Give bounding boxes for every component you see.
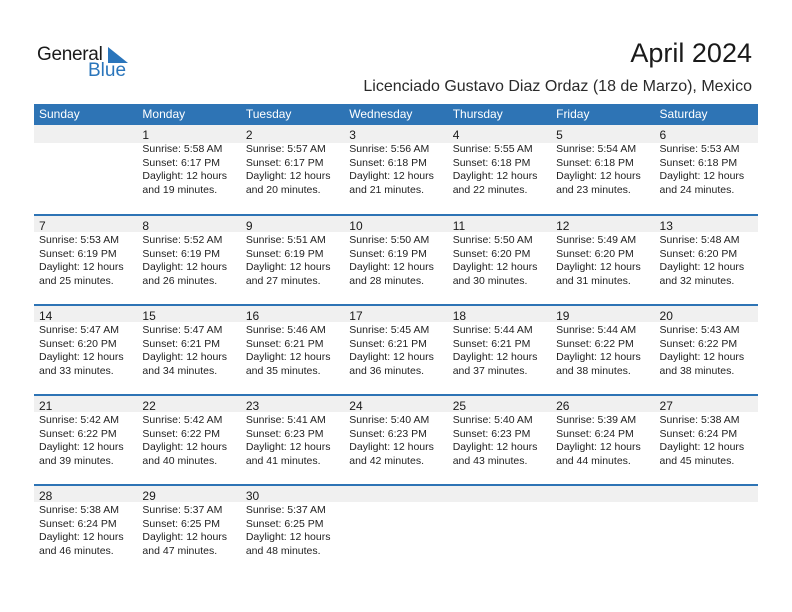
day-number: 27 (659, 399, 673, 413)
day-number: 9 (245, 219, 253, 233)
sunrise-time: Sunrise: 5:57 AM (245, 143, 326, 155)
weekday-thursday: Thursday (452, 107, 503, 121)
sunset-time: Sunset: 6:23 PM (452, 427, 531, 440)
calendar-week-row (34, 484, 758, 574)
sunrise-time: Sunrise: 5:48 AM (659, 234, 740, 246)
day-cell (448, 486, 551, 558)
sunset-time: Sunset: 6:19 PM (245, 247, 324, 260)
day-number (556, 486, 654, 504)
daylight-minutes: and 19 minutes. (142, 183, 218, 196)
weekday-saturday: Saturday (659, 107, 708, 121)
daylight-hours: Daylight: 12 hours (245, 261, 331, 273)
day-cell (137, 486, 240, 558)
sunset-time: Sunset: 6:22 PM (142, 427, 221, 440)
day-number: 17 (349, 309, 363, 323)
day-number: 7 (39, 219, 46, 233)
daylight-minutes: and 32 minutes. (659, 274, 735, 287)
calendar-week-row (34, 125, 758, 214)
daylight-minutes: and 38 minutes. (556, 364, 631, 377)
weekday-friday: Friday (556, 107, 590, 121)
daylight-minutes: and 31 minutes. (556, 274, 631, 287)
day-cell (448, 216, 551, 288)
daylight-minutes: and 30 minutes. (452, 274, 528, 287)
weekday-wednesday: Wednesday (349, 107, 413, 121)
day-number: 28 (39, 489, 53, 503)
daylight-minutes: and 36 minutes. (349, 364, 424, 377)
sunset-time: Sunset: 6:19 PM (39, 247, 117, 260)
sunrise-time: Sunrise: 5:50 AM (349, 234, 430, 246)
sunrise-time: Sunrise: 5:40 AM (349, 414, 430, 426)
sunset-time: Sunset: 6:21 PM (142, 337, 221, 350)
daylight-minutes: and 38 minutes. (659, 364, 735, 377)
daylight-minutes: and 24 minutes. (659, 183, 735, 196)
sunrise-time: Sunrise: 5:39 AM (556, 414, 637, 426)
day-number: 5 (556, 128, 563, 142)
day-cell (344, 306, 447, 378)
daylight-hours: Daylight: 12 hours (349, 170, 434, 182)
daylight-hours: Daylight: 12 hours (349, 261, 434, 273)
day-number (453, 486, 551, 504)
daylight-hours: Daylight: 12 hours (659, 261, 745, 273)
day-cell (241, 216, 344, 288)
day-cell (551, 306, 654, 378)
sunset-time: Sunset: 6:22 PM (39, 427, 117, 440)
day-cell (34, 125, 137, 197)
sunrise-time: Sunrise: 5:44 AM (452, 324, 533, 336)
day-number: 26 (556, 399, 570, 413)
sunset-time: Sunset: 6:21 PM (349, 337, 427, 350)
day-number: 12 (556, 219, 570, 233)
calendar-week-row (34, 304, 758, 394)
daylight-hours: Daylight: 12 hours (659, 170, 745, 182)
sunrise-time: Sunrise: 5:49 AM (556, 234, 637, 246)
daylight-minutes: and 41 minutes. (245, 454, 321, 467)
day-number (349, 486, 447, 504)
day-number: 1 (142, 128, 150, 142)
daylight-minutes: and 37 minutes. (452, 364, 528, 377)
day-number: 8 (142, 219, 150, 233)
day-cell (34, 216, 137, 288)
daylight-minutes: and 25 minutes. (39, 274, 114, 287)
weekday-tuesday: Tuesday (245, 107, 292, 121)
day-number: 22 (142, 399, 156, 413)
day-cell (448, 125, 551, 197)
daylight-minutes: and 26 minutes. (142, 274, 218, 287)
sunset-time: Sunset: 6:20 PM (452, 247, 531, 260)
daylight-hours: Daylight: 12 hours (39, 261, 124, 273)
sunset-time: Sunset: 6:22 PM (556, 337, 634, 350)
day-cell (551, 396, 654, 468)
daylight-hours: Daylight: 12 hours (245, 441, 331, 453)
sunrise-time: Sunrise: 5:42 AM (39, 414, 119, 426)
sunset-time: Sunset: 6:20 PM (39, 337, 117, 350)
sunrise-time: Sunrise: 5:45 AM (349, 324, 430, 336)
sunrise-time: Sunrise: 5:40 AM (452, 414, 533, 426)
day-number: 25 (452, 399, 467, 413)
daylight-minutes: and 46 minutes. (39, 544, 114, 557)
sunrise-time: Sunrise: 5:46 AM (245, 324, 326, 336)
sunset-time: Sunset: 6:21 PM (452, 337, 531, 350)
daylight-minutes: and 20 minutes. (245, 183, 321, 196)
day-number: 18 (452, 309, 467, 323)
sunrise-time: Sunrise: 5:56 AM (349, 143, 430, 155)
day-cell (137, 396, 240, 468)
day-cell (241, 486, 344, 558)
sunrise-time: Sunrise: 5:37 AM (245, 504, 326, 516)
sunset-time: Sunset: 6:18 PM (452, 156, 531, 169)
daylight-minutes: and 28 minutes. (349, 274, 424, 287)
sunrise-time: Sunrise: 5:55 AM (452, 143, 533, 155)
page-title: April 2024 (630, 38, 752, 68)
sunrise-time: Sunrise: 5:43 AM (659, 324, 740, 336)
sunrise-time: Sunrise: 5:54 AM (556, 143, 637, 155)
day-number (660, 486, 758, 504)
daylight-hours: Daylight: 12 hours (142, 170, 228, 182)
day-cell (344, 486, 447, 558)
day-cell (344, 396, 447, 468)
day-number: 24 (349, 399, 363, 413)
daylight-minutes: and 35 minutes. (245, 364, 321, 377)
daylight-hours: Daylight: 12 hours (556, 261, 641, 273)
day-number: 16 (245, 309, 260, 323)
day-number: 30 (245, 489, 260, 503)
sunrise-time: Sunrise: 5:51 AM (245, 234, 326, 246)
sunset-time: Sunset: 6:18 PM (556, 156, 634, 169)
day-cell (241, 306, 344, 378)
sunset-time: Sunset: 6:25 PM (142, 517, 221, 530)
daylight-minutes: and 21 minutes. (349, 183, 424, 196)
sunrise-time: Sunrise: 5:44 AM (556, 324, 637, 336)
logo-text-general: General (37, 44, 103, 65)
sunrise-time: Sunrise: 5:52 AM (142, 234, 223, 246)
weekday-monday: Monday (142, 107, 186, 121)
day-number: 14 (39, 309, 53, 323)
logo-text-blue: Blue (88, 60, 127, 81)
day-cell (448, 306, 551, 378)
sunrise-time: Sunrise: 5:58 AM (142, 143, 223, 155)
daylight-hours: Daylight: 12 hours (245, 170, 331, 182)
daylight-hours: Daylight: 12 hours (39, 351, 124, 363)
sunset-time: Sunset: 6:21 PM (245, 337, 324, 350)
daylight-minutes: and 48 minutes. (245, 544, 321, 557)
daylight-minutes: and 27 minutes. (245, 274, 321, 287)
sunset-time: Sunset: 6:23 PM (245, 427, 324, 440)
sunset-time: Sunset: 6:19 PM (142, 247, 221, 260)
sunrise-time: Sunrise: 5:47 AM (39, 324, 119, 336)
daylight-hours: Daylight: 12 hours (452, 261, 538, 273)
day-cell (655, 486, 758, 558)
sunrise-time: Sunrise: 5:41 AM (245, 414, 326, 426)
day-cell (655, 396, 758, 468)
daylight-hours: Daylight: 12 hours (142, 441, 228, 453)
sunrise-time: Sunrise: 5:37 AM (142, 504, 223, 516)
daylight-minutes: and 44 minutes. (556, 454, 631, 467)
day-cell (344, 216, 447, 288)
day-number: 19 (556, 309, 570, 323)
sunrise-time: Sunrise: 5:42 AM (142, 414, 223, 426)
sunrise-time: Sunrise: 5:38 AM (39, 504, 119, 516)
day-cell (137, 216, 240, 288)
day-cell (137, 125, 240, 197)
sunrise-time: Sunrise: 5:53 AM (659, 143, 740, 155)
day-cell (655, 216, 758, 288)
weekday-header (34, 104, 758, 125)
sunset-time: Sunset: 6:23 PM (349, 427, 427, 440)
calendar-week-row (34, 394, 758, 484)
daylight-minutes: and 23 minutes. (556, 183, 631, 196)
daylight-hours: Daylight: 12 hours (659, 351, 745, 363)
sunrise-time: Sunrise: 5:53 AM (39, 234, 119, 246)
daylight-hours: Daylight: 12 hours (245, 531, 331, 543)
sunrise-time: Sunrise: 5:50 AM (452, 234, 533, 246)
sunrise-time: Sunrise: 5:38 AM (659, 414, 740, 426)
sunset-time: Sunset: 6:25 PM (245, 517, 324, 530)
day-number: 10 (349, 219, 363, 233)
day-number: 21 (39, 399, 53, 413)
daylight-hours: Daylight: 12 hours (659, 441, 745, 453)
daylight-hours: Daylight: 12 hours (39, 531, 124, 543)
day-cell (241, 125, 344, 197)
day-cell (34, 396, 137, 468)
sunset-time: Sunset: 6:24 PM (39, 517, 117, 530)
day-cell (344, 125, 447, 197)
daylight-minutes: and 42 minutes. (349, 454, 424, 467)
daylight-hours: Daylight: 12 hours (142, 261, 228, 273)
daylight-hours: Daylight: 12 hours (556, 170, 641, 182)
daylight-hours: Daylight: 12 hours (39, 441, 124, 453)
day-number: 11 (452, 219, 466, 233)
day-number (39, 125, 137, 143)
calendar-week-row (34, 214, 758, 304)
daylight-minutes: and 39 minutes. (39, 454, 114, 467)
sunset-time: Sunset: 6:22 PM (659, 337, 738, 350)
day-number: 23 (245, 399, 260, 413)
daylight-minutes: and 45 minutes. (659, 454, 735, 467)
sunrise-time: Sunrise: 5:47 AM (142, 324, 223, 336)
daylight-minutes: and 33 minutes. (39, 364, 114, 377)
daylight-hours: Daylight: 12 hours (245, 351, 331, 363)
brand-logo (37, 44, 137, 84)
daylight-minutes: and 43 minutes. (452, 454, 528, 467)
daylight-minutes: and 47 minutes. (142, 544, 218, 557)
daylight-hours: Daylight: 12 hours (142, 351, 228, 363)
day-cell (34, 486, 137, 558)
day-number: 6 (659, 128, 667, 142)
day-cell (551, 486, 654, 558)
daylight-hours: Daylight: 12 hours (452, 170, 538, 182)
sunset-time: Sunset: 6:24 PM (659, 427, 738, 440)
daylight-minutes: and 40 minutes. (142, 454, 218, 467)
daylight-minutes: and 34 minutes. (142, 364, 218, 377)
day-cell (655, 125, 758, 197)
daylight-hours: Daylight: 12 hours (452, 441, 538, 453)
day-cell (551, 216, 654, 288)
weeks-container (34, 125, 758, 574)
daylight-hours: Daylight: 12 hours (556, 441, 641, 453)
day-cell (448, 396, 551, 468)
daylight-minutes: and 22 minutes. (452, 183, 528, 196)
day-cell (241, 396, 344, 468)
day-cell (137, 306, 240, 378)
sunset-time: Sunset: 6:18 PM (659, 156, 738, 169)
sunset-time: Sunset: 6:19 PM (349, 247, 427, 260)
day-cell (655, 306, 758, 378)
daylight-hours: Daylight: 12 hours (452, 351, 538, 363)
sunset-time: Sunset: 6:20 PM (556, 247, 634, 260)
day-number: 20 (659, 309, 673, 323)
location-subtitle: Licenciado Gustavo Diaz Ordaz (18 de Marzo), Mexico (363, 78, 752, 95)
daylight-hours: Daylight: 12 hours (349, 441, 434, 453)
day-number: 15 (142, 309, 156, 323)
weekday-sunday: Sunday (39, 107, 80, 121)
sunset-time: Sunset: 6:20 PM (659, 247, 738, 260)
day-number: 29 (142, 489, 156, 503)
calendar-grid (34, 104, 758, 574)
sunset-time: Sunset: 6:24 PM (556, 427, 634, 440)
sunset-time: Sunset: 6:17 PM (142, 156, 221, 169)
day-number: 4 (452, 128, 460, 142)
daylight-hours: Daylight: 12 hours (142, 531, 228, 543)
day-number: 2 (245, 128, 253, 142)
day-number: 13 (659, 219, 673, 233)
day-cell (34, 306, 137, 378)
sunset-time: Sunset: 6:18 PM (349, 156, 427, 169)
sunset-time: Sunset: 6:17 PM (245, 156, 324, 169)
day-number: 3 (349, 128, 356, 142)
daylight-hours: Daylight: 12 hours (556, 351, 641, 363)
daylight-hours: Daylight: 12 hours (349, 351, 434, 363)
day-cell (551, 125, 654, 197)
